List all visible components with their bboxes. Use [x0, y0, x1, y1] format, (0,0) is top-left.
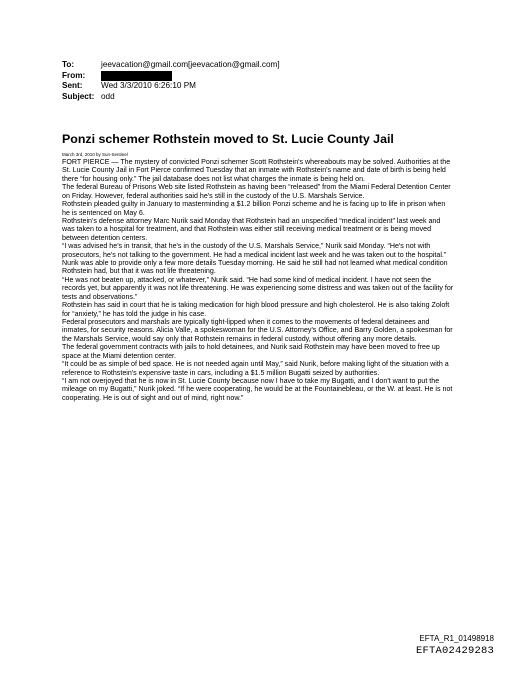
- from-row: [62, 71, 280, 82]
- article-body: [62, 158, 454, 402]
- article-paragraph: “I was advised he's in transit, that he's in the custody of the U.S. Marshals Service,” Nurik said Monday. “He's not with prosecutors, he's not talking to the government. He had a medical incident last week and he was taken out to the hospital.”: [62, 242, 447, 259]
- document-id-small: EFTA_R1_01498918: [419, 634, 494, 643]
- article-paragraph: “He was not beaten up, attacked, or whatever,” Nurik said. “He had some kind of medical incident. I have not seen the records yet, but apparently it was not life threatening. He was experiencing some distress and was taken out of the facility for tests and observations.”: [62, 275, 454, 301]
- subject-value: odd: [101, 91, 115, 101]
- to-row: [62, 60, 280, 71]
- to-label: To:: [62, 60, 75, 69]
- article-paragraph: The federal government contracts with jails to hold detainees, and Nurik said Rothstein may have been moved to free up space at the Miami detention center.: [62, 343, 440, 360]
- article-paragraph: Rothstein has said in court that he is taking medication for high blood pressure and high cholesterol. He is also taking Zoloft for “anxiety,” he has told the judge in his case.: [62, 301, 450, 318]
- article-paragraph: Rothstein's defense attorney Marc Nurik said Monday that Rothstein had an unspecified “medical incident” last week and was taken to a hospital for treatment, and that Rothstein was either still receiving medical treatment or is being moved between detention centers.: [62, 216, 441, 242]
- article-title: Ponzi schemer Rothstein moved to St. Lucie County Jail: [62, 132, 394, 146]
- article-paragraph: The federal Bureau of Prisons Web site listed Rothstein as having been “released” from the Miami Federal Detention Center on Friday. However, federal authorities said he's still in the custody of the U.S. Marshals Service.: [62, 183, 451, 200]
- article-paragraph: “It could be as simple of bed space. He is not needed again until May,” said Nurik, before making light of the situation with a reference to Rothstein's expensive taste in cars, including a $1.5 million Bugatti seized by authorities.: [62, 360, 449, 377]
- subject-label: Subject:: [62, 91, 95, 101]
- subject-row: [62, 92, 280, 103]
- article-paragraph: “I am not overjoyed that he is now in St. Lucie County because now I have to take my Bugatti, and I don't want to put the mileage on my Bugatti,” Nurik joked. “If he were cooperating, he would be at the Fountainebleau, or the W. at least. He is not cooperating. He is out of sight and out of mind, right now.”: [62, 376, 453, 402]
- to-value: jeevacation@gmail.com[jeevacation@gmail.com]: [101, 60, 280, 69]
- sent-row: [62, 81, 280, 92]
- article-paragraph: Nurik was able to provide only a few more details Tuesday morning. He said he still had not learned what medical condition Rothstein had, but that it was not life threatening.: [62, 259, 448, 276]
- sent-value: Wed 3/3/2010 6:26:10 PM: [101, 81, 196, 90]
- sent-label: Sent:: [62, 81, 83, 90]
- article-paragraph: Rothstein pleaded guilty in January to masterminding a $1.2 billion Ponzi scheme and he is facing up to life in prison when he is sentenced on May 6.: [62, 200, 446, 217]
- from-label: From:: [62, 70, 86, 80]
- redaction-block: [101, 71, 172, 81]
- article-paragraph: Federal prosecutors and marshals are typically tight-lipped when it comes to the movements of federal detainees and inmates, for security reasons. Alicia Valle, a spokeswoman for the U.S. Attorney's Office, and Barry Golden, a spokesman for the Marshals Service, would say only that Rothstein remains in federal custody, without offering any more details.: [62, 318, 453, 343]
- article-byline: March 3rd, 2010 by Sun-Sentinel: [62, 152, 128, 157]
- document-id-large: EFTA02429283: [415, 645, 494, 657]
- email-header: [62, 60, 280, 102]
- article-paragraph: FORT PIERCE — The mystery of convicted Ponzi schemer Scott Rothstein's whereabouts may be solved. Authorities at the St. Lucie County Jail in Fort Pierce confirmed Tuesday that an inmate with Rothstein's name and date of birth is being held there “for housing only.” The jail database does not list what charges the inmate is being held on.: [62, 158, 451, 183]
